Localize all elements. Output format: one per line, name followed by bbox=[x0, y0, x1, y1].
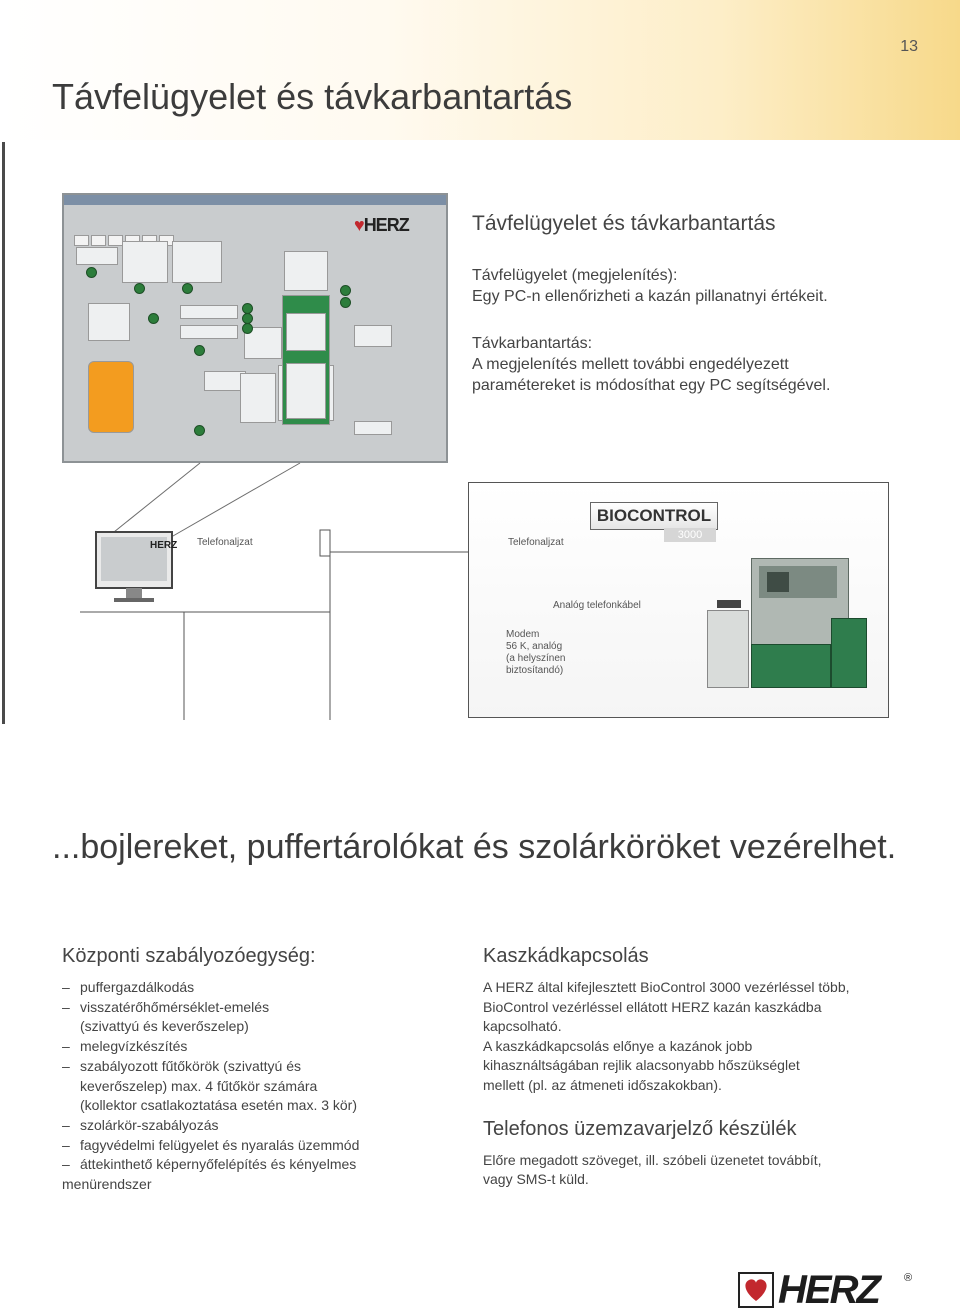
central-unit-section bbox=[62, 945, 432, 1195]
list-item: – szabályozott fűtőkörök (szivattyú és bbox=[62, 1057, 432, 1077]
maintenance-text-2: paramétereket is módosíthat egy PC segítségével. bbox=[472, 377, 831, 394]
central-unit-list bbox=[62, 978, 432, 1195]
registered-mark: ® bbox=[904, 1272, 913, 1284]
biocontrol-model: 3000 bbox=[664, 528, 716, 542]
modem-line-4: biztosítandó) bbox=[506, 665, 564, 676]
cascade-line: A HERZ által kifejlesztett BioControl 3000 vezérléssel több, bbox=[483, 979, 850, 995]
list-item: – melegvízkészítés bbox=[62, 1037, 432, 1057]
central-unit-title: Központi szabályozóegység: bbox=[62, 945, 316, 967]
monitoring-text: Egy PC-n ellenőrizheti a kazán pillanatnyi értékeit. bbox=[472, 288, 828, 305]
monitoring-label: Távfelügyelet (megjelenítés): bbox=[472, 267, 678, 284]
main-heading: ...bojlereket, puffertárolókat és szolárköröket vezérelhet. bbox=[52, 828, 897, 866]
cascade-line: kihasználtságában rejlik alacsonyabb hőszükséglet bbox=[483, 1057, 800, 1074]
phone-alarm-line: Előre megadott szöveget, ill. szóbeli üzenetet továbbít, bbox=[483, 1151, 822, 1168]
cascade-line: BioControl vezérléssel ellátott HERZ kazán kaszkádba bbox=[483, 998, 822, 1015]
list-item: – visszatérőhőmérséklet-emelés bbox=[62, 998, 432, 1018]
monitor-herz-logo: HERZ bbox=[150, 540, 178, 551]
page-title: Távfelügyelet és távkarbantartás bbox=[52, 76, 573, 117]
phone-alarm-title: Telefonos üzemzavarjelző készülék bbox=[483, 1117, 797, 1140]
list-item: (kollektor csatlakoztatása esetén max. 3 kör) bbox=[80, 1097, 358, 1114]
list-item: keverőszelep) max. 4 fűtőkör számára bbox=[80, 1077, 318, 1094]
phone-socket-right-label: Telefonaljzat bbox=[508, 537, 564, 548]
cascade-line: A kaszkádkapcsolás előnye a kazánok jobb bbox=[483, 1037, 753, 1054]
modem-line-2: 56 K, analóg bbox=[506, 641, 563, 652]
analog-cable-label: Analóg telefonkábel bbox=[553, 600, 641, 611]
boiler-illustration bbox=[707, 548, 881, 690]
herz-logo bbox=[738, 1270, 916, 1310]
page-number: 13 bbox=[900, 38, 918, 55]
modem-line-3: (a helyszínen bbox=[506, 653, 566, 664]
list-item: – fagyvédelmi felügyelet és nyaralás üzemmód bbox=[62, 1136, 432, 1156]
screenshot-herz-logo: ♥HERZ bbox=[354, 215, 409, 235]
cascade-section bbox=[483, 945, 893, 1190]
phone-alarm-line: vagy SMS-t küld. bbox=[483, 1171, 589, 1188]
biocontrol-logo: BIOCONTROL bbox=[590, 502, 718, 530]
cascade-line: mellett (pl. az átmeneti időszakokban). bbox=[483, 1076, 722, 1093]
modem-line-1: Modem bbox=[506, 629, 540, 640]
maintenance-label: Távkarbantartás: bbox=[472, 335, 593, 352]
cascade-title: Kaszkádkapcsolás bbox=[483, 945, 649, 967]
phone-socket-left-label: Telefonaljzat bbox=[197, 537, 253, 548]
list-item: menürendszer bbox=[62, 1176, 152, 1193]
list-item: – szolárkör-szabályozás bbox=[62, 1116, 432, 1136]
intro-heading: Távfelügyelet és távkarbantartás bbox=[472, 212, 776, 235]
cascade-line: kapcsolható. bbox=[483, 1018, 562, 1035]
list-item: – áttekinthető képernyőfelépítés és kényelmes bbox=[62, 1155, 432, 1175]
maintenance-text-1: A megjelenítés mellett további engedélyezett bbox=[472, 356, 789, 373]
list-item: – puffergazdálkodás bbox=[62, 978, 432, 998]
list-item: (szivattyú és keverőszelep) bbox=[80, 1018, 249, 1035]
herz-wordmark: HERZ bbox=[778, 1268, 879, 1312]
